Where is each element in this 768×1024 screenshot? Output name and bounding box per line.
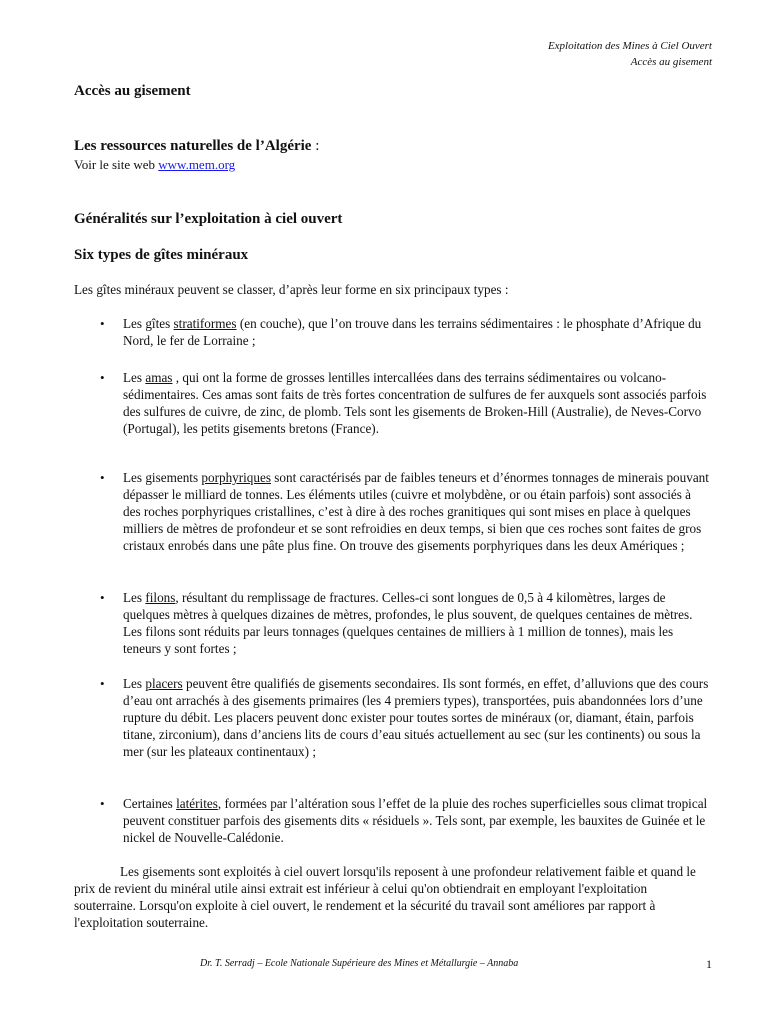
bullet-pre: Les gîtes <box>123 316 174 331</box>
bullet-pre: Certaines <box>123 796 177 811</box>
header-line-1: Exploitation des Mines à Ciel Ouvert <box>547 40 712 52</box>
bullet-marker: • <box>100 370 105 385</box>
bullet-pre: Les <box>123 370 146 385</box>
bullet-marker: • <box>100 590 105 605</box>
visit-text: Voir le site web <box>74 157 159 172</box>
visit-line <box>74 157 235 173</box>
page-header <box>548 38 712 70</box>
bullet-stratiformes <box>123 315 711 349</box>
bullet-post: , formées par l’altération sous l’effet de la pluie des roches superficielles sous climat tropical peuvent constituer parfois des gisements dits « résiduels ». Tels sont, par exemple, les bauxites de Guinée et le nickel de Nouvelle-Calédonie. <box>123 796 708 845</box>
bullet-term: filons <box>145 590 176 605</box>
heading-ressources-text: Les ressources naturelles de l’Algérie <box>74 138 312 154</box>
bullet-marker: • <box>100 470 105 485</box>
bullet-pre: Les <box>123 676 146 691</box>
heading-acces-gisement: Accès au gisement <box>74 83 191 99</box>
bullet-pre: Les <box>123 590 146 605</box>
bullet-filons <box>123 589 711 657</box>
bullet-porphyriques <box>123 469 711 554</box>
bullet-post: (en couche), que l’on trouve dans les terrains sédimentaires : le phosphate d’Afrique du Nord, le fer de Lorraine ; <box>123 316 702 348</box>
heading-ressources-colon: : <box>311 138 320 154</box>
bullet-term: porphyriques <box>201 470 271 485</box>
bullet-term: latérites <box>176 796 218 811</box>
page-number: 1 <box>706 957 712 971</box>
footer-credit: Dr. T. Serradj – Ecole Nationale Supérieure des Mines et Métallurgie – Annaba <box>200 958 519 969</box>
bullet-post: , qui ont la forme de grosses lentilles intercallées dans des terrains sédimentaires ou volcano-sédimentaires. Ces amas sont faits de très fortes concentration de sulfures de fer auxquels sont associés parfois des sulfures de cuivre, de zinc, de plomb. Tels sont les gisements de Broken-Hill (Australie), de Neves-Corvo (Portugal), les petits gisements bretons (France). <box>123 370 707 436</box>
bullet-marker: • <box>100 316 105 331</box>
bullet-laterites <box>123 795 711 846</box>
bullet-post: sont caractérisés par de faibles teneurs et d’énormes tonnages de minerais pouvant dépasser le milliard de tonnes. Les éléments utiles (cuivre et molybdène, or ou étain parfois) sont associés à des roches porphyriques cristallines, c’est à dire à des roches granitiques qui sont mises en place à quelques milliers de mètres de profondeur et se sont refroidies en deux temps, si bien que ces roches sont faites de gros cristaux enrobés dans une pâte plus fine. On trouve des gisements porphyriques dans les deux Amériques ; <box>123 470 709 553</box>
bullet-marker: • <box>100 796 105 811</box>
heading-generalites: Généralités sur l’exploitation à ciel ouvert <box>74 211 343 227</box>
bullet-amas <box>123 369 711 437</box>
bullet-term: amas <box>145 370 173 385</box>
heading-six-types: Six types de gîtes minéraux <box>74 247 249 263</box>
intro-paragraph: Les gîtes minéraux peuvent se classer, d’après leur forme en six principaux types : <box>74 282 509 297</box>
bullet-marker: • <box>100 676 105 691</box>
mem-link[interactable]: www.mem.org <box>158 157 236 172</box>
header-line-2: Accès au gisement <box>630 56 712 68</box>
bullet-post: peuvent être qualifiés de gisements secondaires. Ils sont formés, en effet, d’alluvions que des cours d’eau ont arrachés à des gisements primaires (les 4 premiers types), transportées, puis abandonnées lors d’une rupture du débit. Les placers peuvent donc exister pour toutes sortes de minéraux (or, diamant, étain, parfois titane, zirconium), dans d’anciens lits de cours d’eau situés actuellement au sec (sur les continents) ou sous la mer (sur les plateaux continentaux) ; <box>123 676 709 759</box>
bullet-post: , résultant du remplissage de fractures. Celles-ci sont longues de 0,5 à 4 kilomètres, larges de quelques mètres à quelques dizaines de mètres, profondes, le plus souvent, de quelques centaines de mètres. Les filons sont réduits par leurs tonnages (quelques centaines de milliers à 1 million de tonnes), mais les teneurs y sont fortes ; <box>123 590 693 656</box>
bullet-placers <box>123 675 711 760</box>
bullet-pre: Les gisements <box>123 470 202 485</box>
heading-ressources <box>74 138 319 155</box>
bullet-term: placers <box>145 676 183 691</box>
conclusion-paragraph: Les gisements sont exploités à ciel ouvert lorsqu'ils reposent à une profondeur relativement faible et quand le prix de revient du minéral utile ainsi extrait est inférieur à celui qu'on obtiendrait en employant l'exploitation souterraine. Lorsqu'on exploite à ciel ouvert, le rendement et la sécurité du travail sont améliores par rapport à l'exploitation souterraine. <box>74 864 696 930</box>
bullet-term: stratiformes <box>173 316 237 331</box>
